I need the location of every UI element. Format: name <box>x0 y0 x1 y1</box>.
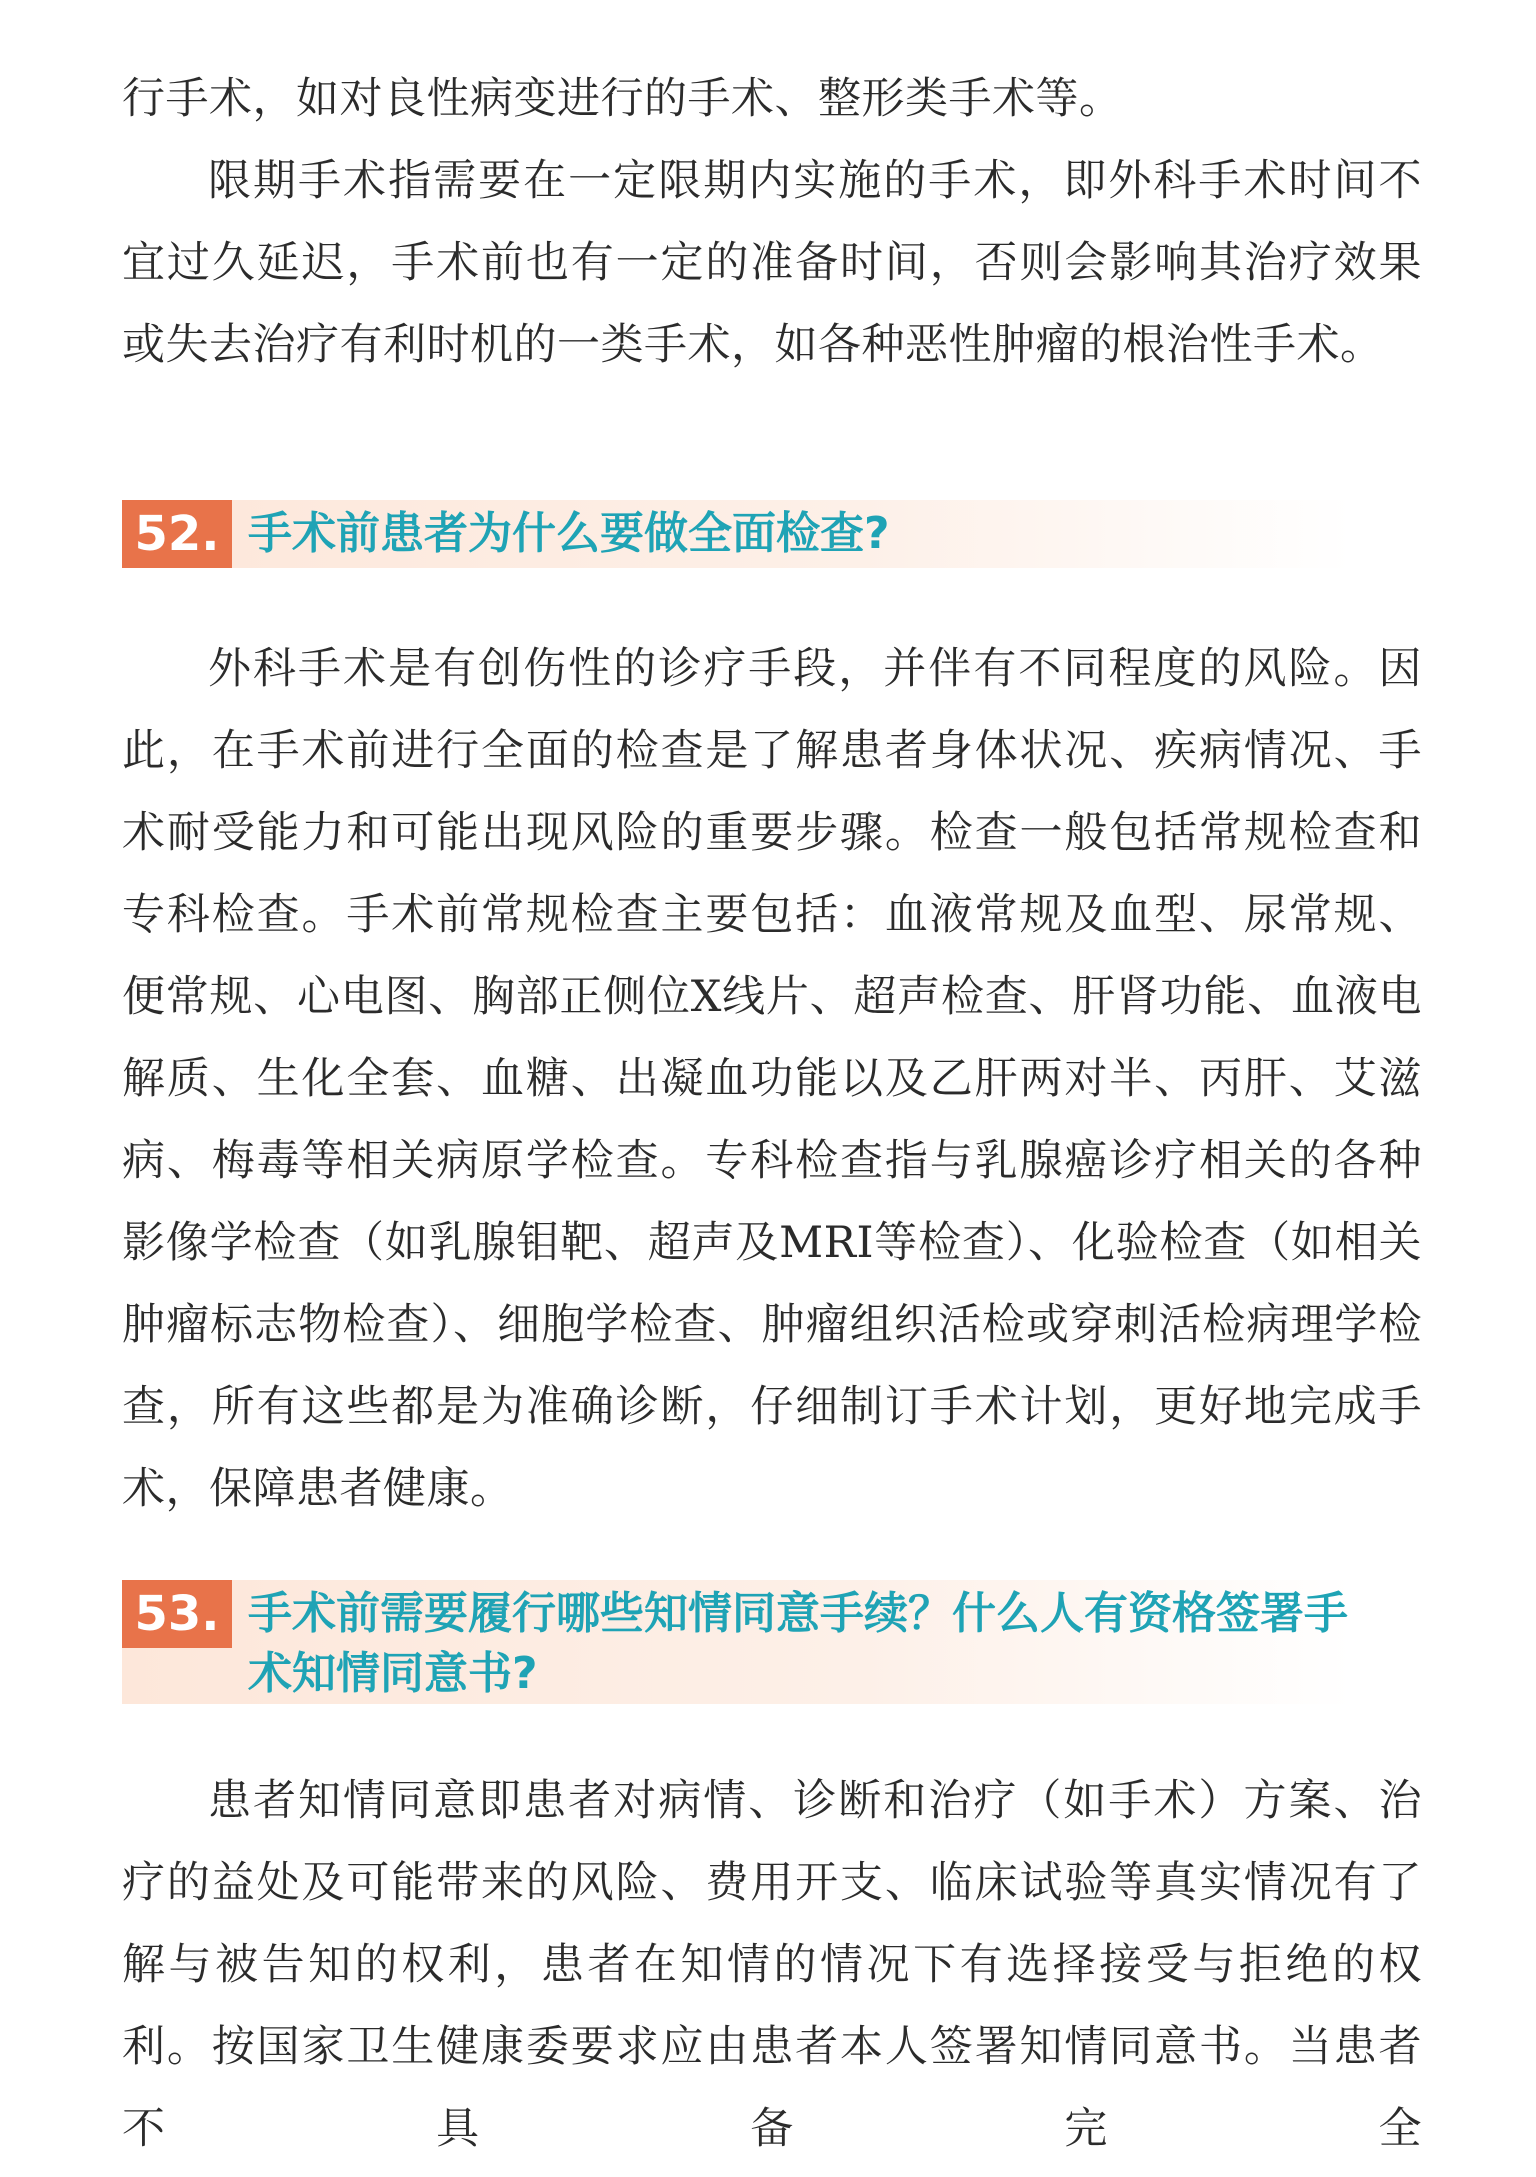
section-52-body: 外科手术是有创伤性的诊疗手段，并伴有不同程度的风险。因此，在手术前进行全面的检查是了解患者身体状况、疾病情况、手术耐受能力和可能出现风险的重要步骤。检查一般包括常规检查和专科检查。手术前常规检查主要包括：血液常规及血型、尿常规、便常规、心电图、胸部正侧位X线片、超声检查、肝肾功能、血液电解质、生化全套、血糖、出凝血功能以及乙肝两对半、丙肝、艾滋病、梅毒等相关病原学检查。专科检查指与乳腺癌诊疗相关的各种影像学检查（如乳腺钼靶、超声及MRI等检查）、化验检查（如相关肿瘤标志物检查）、细胞学检查、肿瘤组织活检或穿刺活检病理学检查，所有这些都是为准确诊断，仔细制订手术计划，更好地完成手术，保障患者健康。 <box>122 644 1422 1514</box>
section-53-header <box>122 1580 1352 1704</box>
intro-paragraph-1: 行手术，如对良性病变进行的手术、整形类手术等。 <box>122 74 1123 124</box>
intro-paragraph-2: 限期手术指需要在一定限期内实施的手术，即外科手术时间不宜过久延迟，手术前也有一定的准备时间，否则会影响其治疗效果或失去治疗有利时机的一类手术，如各种恶性肿瘤的根治性手术。 <box>122 156 1422 370</box>
section-53-number: 53. <box>122 1580 232 1648</box>
section-52-header <box>122 500 1352 568</box>
section-52-title: 手术前患者为什么要做全面检查? <box>248 508 890 559</box>
section-53-body: 患者知情同意即患者对病情、诊断和治疗（如手术）方案、治疗的益处及可能带来的风险、费用开支、临床试验等真实情况有了解与被告知的权利，患者在知情的情况下有选择接受与拒绝的权利。按国家卫生健康委要求应由患者本人签署知情同意书。当患者不具备完全 <box>122 1776 1422 2154</box>
section-52-number: 52. <box>122 500 232 568</box>
section-53-title: 手术前需要履行哪些知情同意手续？什么人有资格签署手术知情同意书? <box>248 1588 1348 1699</box>
